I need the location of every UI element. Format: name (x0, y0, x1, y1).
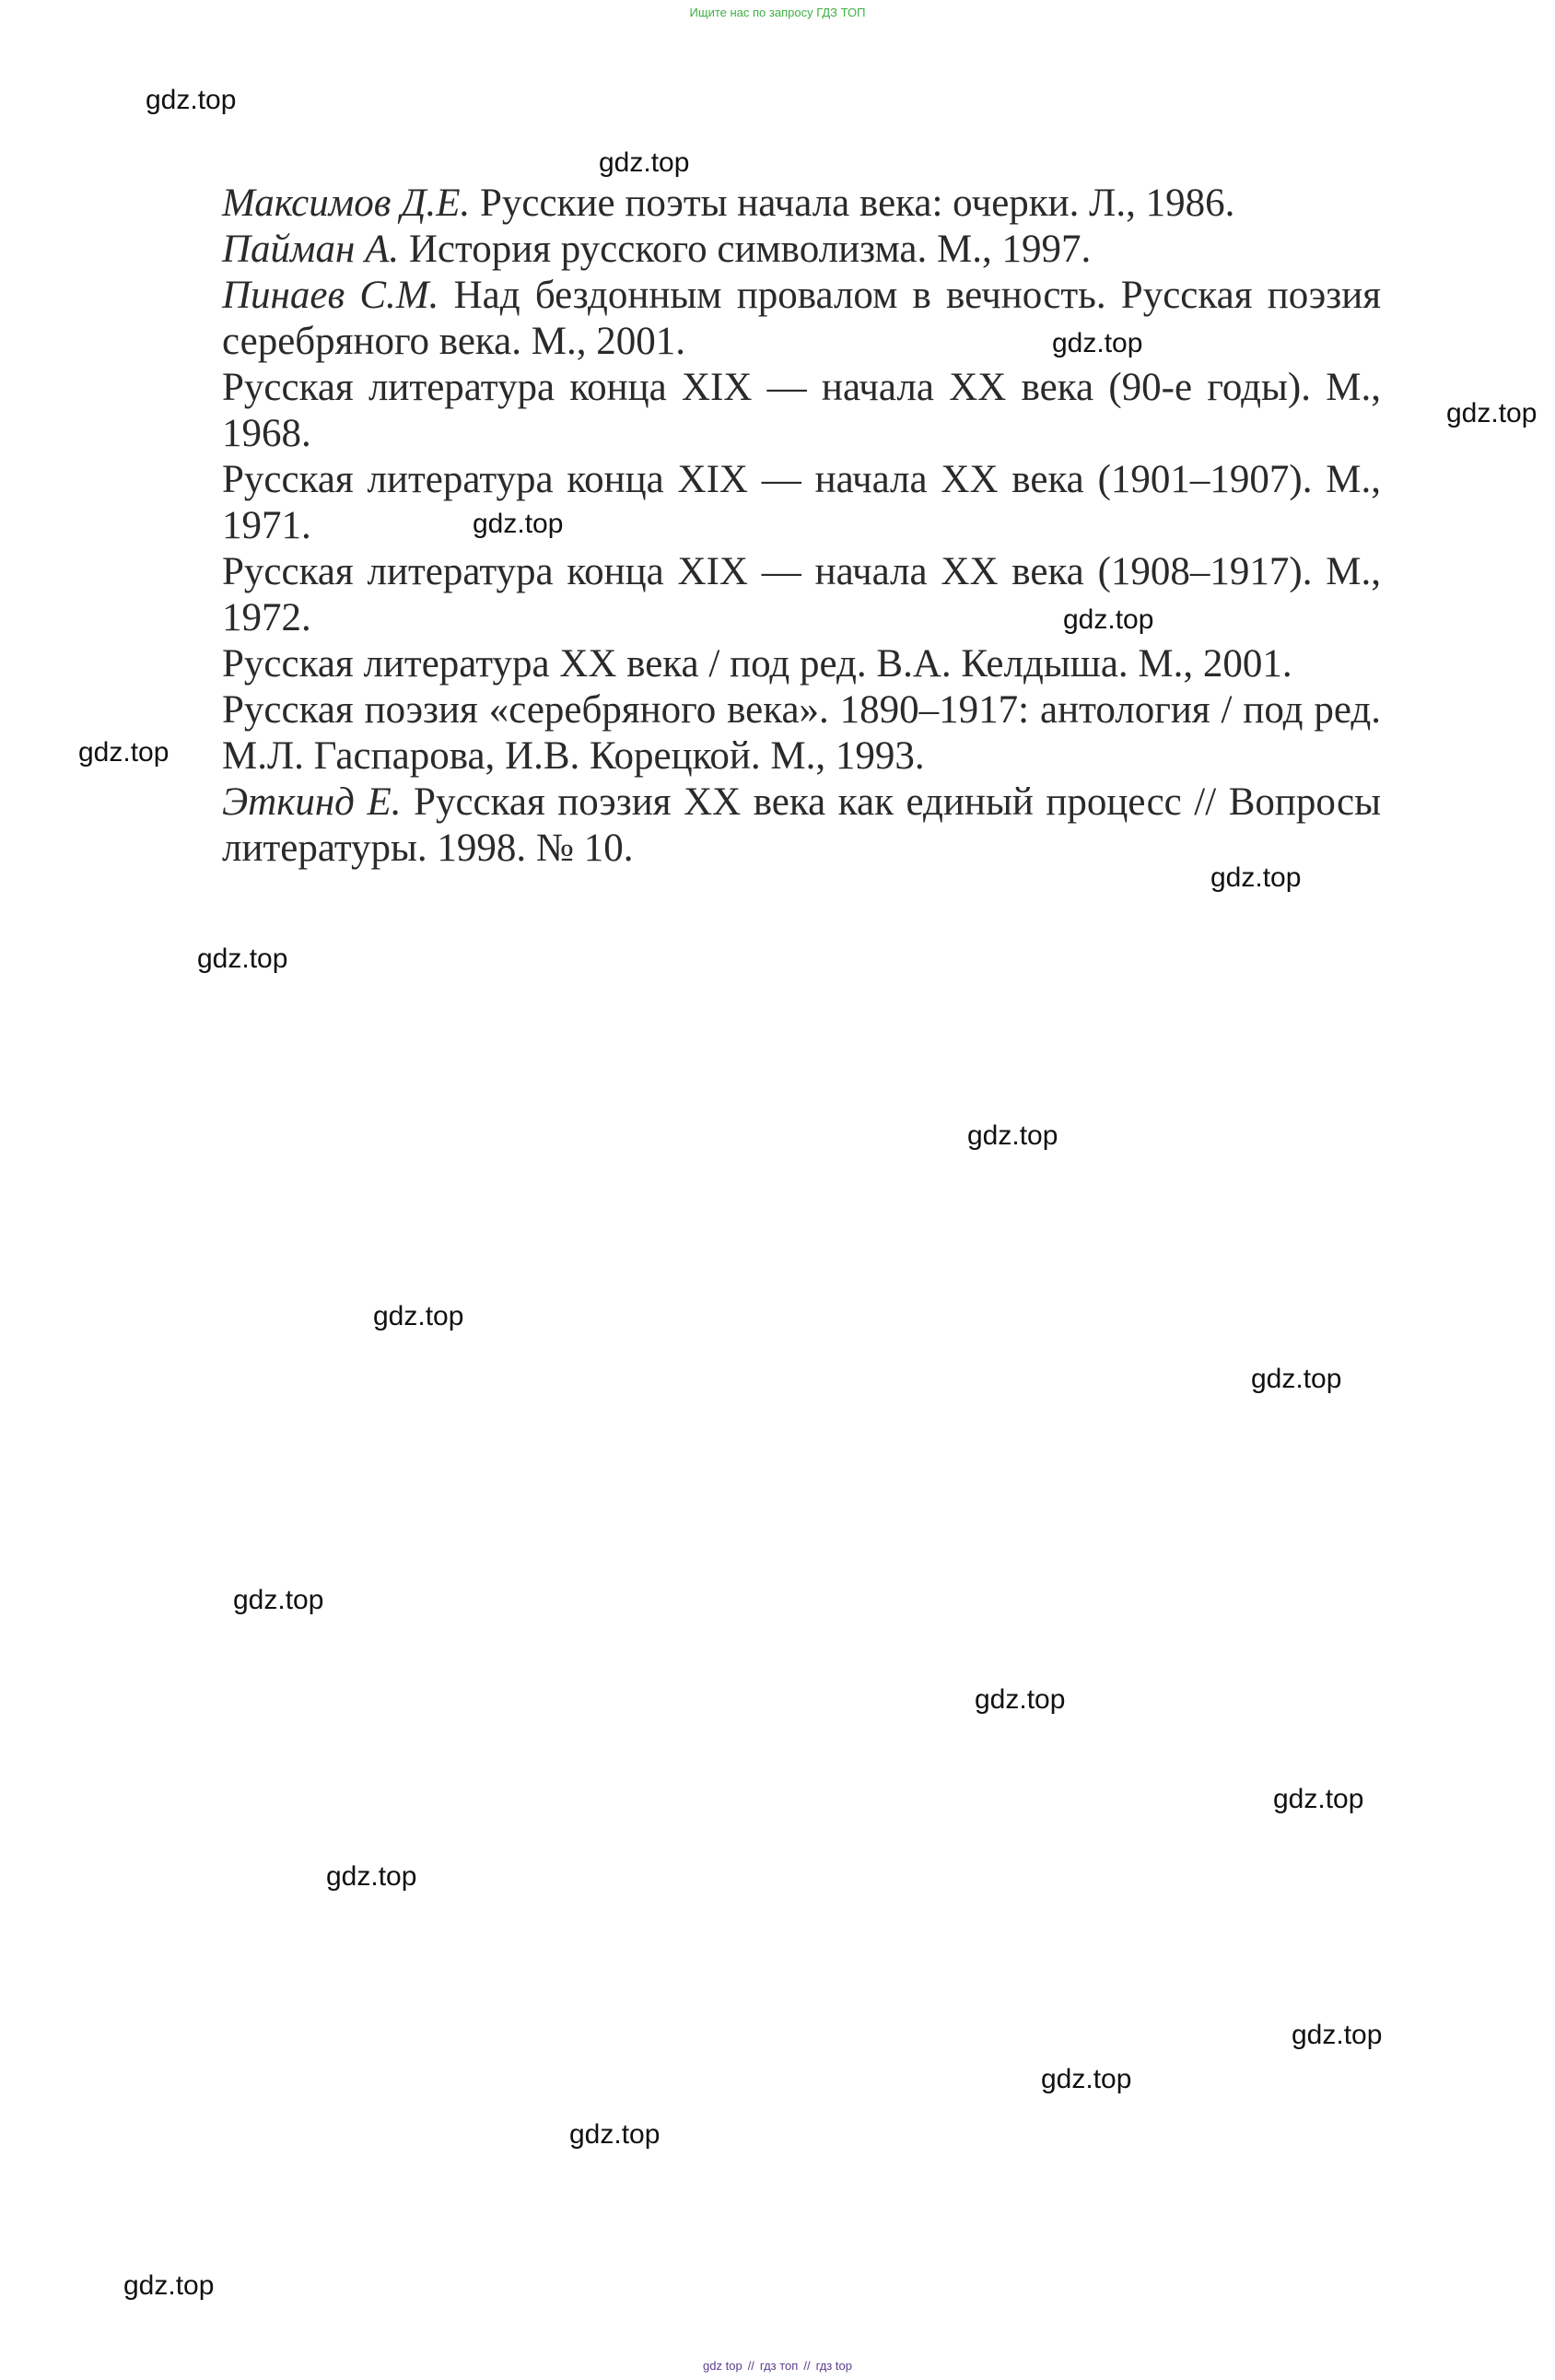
reference-item (222, 780, 1381, 872)
reference-author: Пайман А. (222, 228, 400, 271)
reference-text: Русская литература XX века / под ред. В.А. Келдыша. М., 2001. (222, 642, 1292, 686)
watermark: gdz.top (967, 1120, 1058, 1151)
watermark: gdz.top (373, 1301, 464, 1331)
reference-author: Эткинд Е. (222, 780, 402, 824)
reference-item (222, 549, 1381, 641)
reference-item (222, 365, 1381, 457)
watermark: gdz.top (146, 85, 237, 115)
watermark: gdz.top (233, 1585, 324, 1615)
reference-item (222, 181, 1381, 227)
reference-text: Русская литература конца XIX — начала XX века (1908–1917). М., 1972. (222, 550, 1381, 639)
footer (0, 2359, 1555, 2373)
watermark: gdz.top (123, 2270, 215, 2301)
top-banner: Ищите нас по запросу ГДЗ ТОП (689, 6, 866, 19)
watermark: gdz.top (975, 1684, 1066, 1715)
footer-separator: // (747, 2359, 754, 2373)
reference-text: История русского символизма. М., 1997. (399, 228, 1092, 271)
reference-item (222, 687, 1381, 780)
reference-author: Максимов Д.Е. (222, 182, 471, 225)
reference-text: Над бездонным провалом в вечность. Русская поэзия серебряного века. М., 2001. (222, 274, 1381, 363)
watermark: gdz.top (1052, 328, 1143, 358)
watermark: gdz.top (1251, 1364, 1342, 1394)
reference-text: Русская литература конца XIX — начала XX века (1901–1907). М., 1971. (222, 458, 1381, 547)
watermark: gdz.top (1063, 604, 1154, 635)
watermark: gdz.top (78, 737, 170, 768)
reference-list (222, 181, 1381, 872)
footer-item: гдз топ (759, 2359, 799, 2373)
watermark: gdz.top (1273, 1784, 1364, 1814)
watermark: gdz.top (1210, 862, 1302, 893)
watermark: gdz.top (1041, 2064, 1132, 2094)
footer-item: гдз top (815, 2359, 852, 2373)
reference-text: Русские поэты начала века: очерки. Л., 1986. (470, 182, 1235, 225)
footer-item: gdz top (703, 2359, 742, 2373)
watermark: gdz.top (569, 2119, 661, 2150)
reference-item (222, 641, 1381, 687)
watermark: gdz.top (599, 147, 690, 178)
footer-separator: // (803, 2359, 811, 2373)
reference-text: Русская поэзия «серебряного века». 1890–1917: антология / под ред. М.Л. Гаспарова, И.В. Корецкой. М., 1993. (222, 688, 1381, 778)
reference-text: Русская литература конца XIX — начала XX века (90-е годы). М., 1968. (222, 366, 1381, 455)
reference-item (222, 273, 1381, 365)
watermark: gdz.top (326, 1861, 417, 1892)
reference-author: Пинаев С.М. (222, 274, 439, 317)
watermark: gdz.top (197, 944, 288, 974)
reference-item (222, 227, 1381, 273)
reference-text: Русская поэзия XX века как единый процесс // Вопросы литературы. 1998. № 10. (222, 780, 1381, 870)
watermark: gdz.top (473, 509, 564, 539)
watermark: gdz.top (1446, 398, 1537, 428)
reference-item (222, 457, 1381, 549)
watermark: gdz.top (1292, 2020, 1383, 2050)
